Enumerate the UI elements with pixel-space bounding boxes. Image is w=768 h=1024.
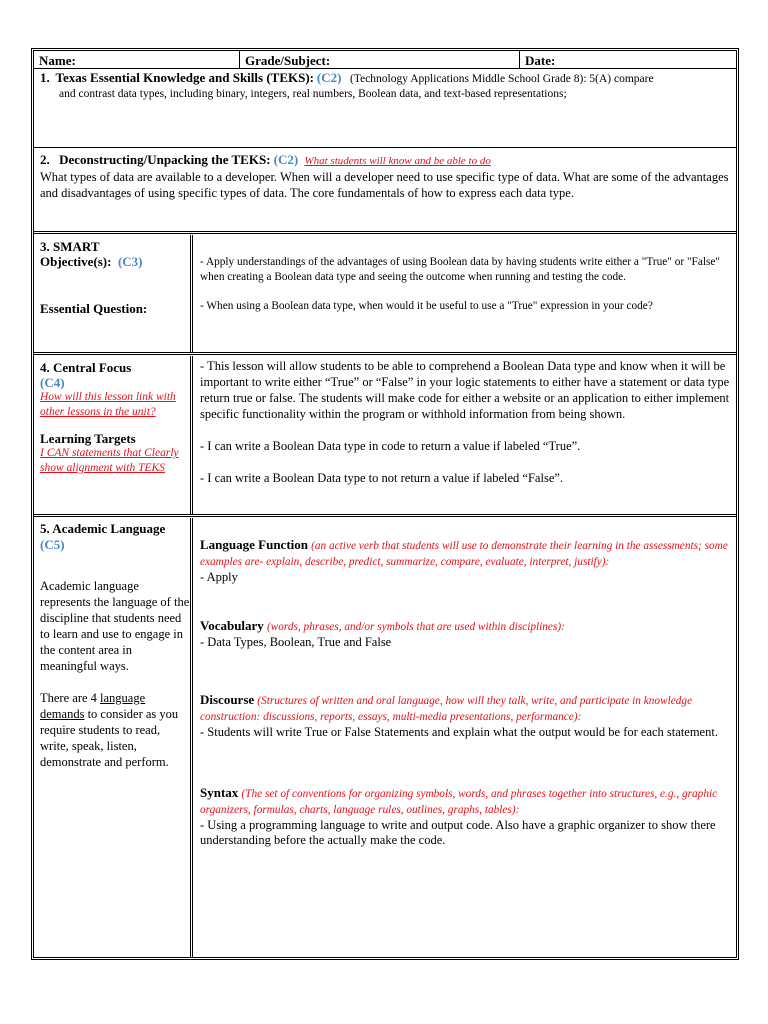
teks-text-line2: and contrast data types, including binary, integers, real numbers, Boolean data, and text-based representations;: [59, 88, 567, 100]
language-function-label: Language Function: [200, 537, 308, 552]
discourse-label: Discourse: [200, 692, 255, 707]
teks-title: Texas Essential Knowledge and Skills (TEKS):: [55, 70, 314, 85]
row-divider: [34, 68, 736, 69]
row-divider: [34, 231, 736, 234]
teks-text-line1: (Technology Applications Middle School Grade 8): 5(A) compare: [350, 73, 654, 85]
header-row: [34, 53, 736, 68]
header-divider: [519, 51, 520, 68]
central-focus-code: (C4): [40, 375, 65, 390]
section-academic-right: [200, 537, 738, 848]
section-focus-left: [40, 360, 190, 476]
academic-language-title: 5. Academic Language: [40, 521, 166, 536]
section-focus-right: [200, 358, 738, 486]
unpacking-title: Deconstructing/Unpacking the TEKS:: [59, 152, 271, 167]
unpacking-code: (C2): [273, 152, 299, 167]
grade-subject-label: Grade/Subject:: [245, 53, 331, 68]
syntax-value: - Using a programming language to write and output code. Also have a graphic organizer to show there understanding before the actually make the code.: [200, 818, 716, 847]
section-smart-left: [40, 239, 188, 316]
unpacking-body: What types of data are available to a developer. When will a developer need to use specific type of data. What are some of the advantages and disadvantages of using specific types of data. The core fundamentals of how to express each data type.: [40, 170, 729, 200]
language-function-note: (an active verb that students will use to demonstrate their learning in the assessments; some examples are- explain, describe, predict, summarize, compare, evaluate, interpret, justify):: [200, 540, 728, 568]
central-focus-title: 4. Central Focus: [40, 360, 132, 375]
smart-title: 3. SMART: [40, 239, 100, 254]
discourse-value: - Students will write True or False Statements and explain what the output would be for each statement.: [200, 725, 718, 739]
section-smart-right: [200, 255, 736, 314]
teks-code: (C2): [316, 70, 342, 85]
learning-target-2: - I can write a Boolean Data type to not return a value if labeled “False”.: [200, 471, 564, 485]
academic-language-desc: Academic language represents the language of the discipline that students need to learn and use to engage in the content area in meaningful ways.: [40, 579, 190, 673]
essential-question: - When using a Boolean data type, when would it be useful to use a "True" expression in your code?: [200, 300, 653, 312]
section-number: 2.: [40, 152, 50, 167]
syntax-note: (The set of conventions for organizing symbols, words, and phrases together into structures, e.g., graphic organizers, formulas, charts, language rules, outlines, graphs, tables):: [200, 788, 718, 816]
essential-question-label: Essential Question:: [40, 301, 148, 316]
column-divider: [190, 235, 193, 352]
lesson-plan-form: [31, 48, 739, 960]
section-number: 1.: [40, 70, 50, 85]
smart-objective-label: Objective(s):: [40, 254, 112, 269]
smart-code: (C3): [117, 254, 143, 269]
learning-target-1: - I can write a Boolean Data type in code to return a value if labeled “True”.: [200, 439, 581, 453]
demands-pre: There are 4: [40, 691, 97, 705]
row-divider: [34, 514, 736, 517]
vocabulary-label: Vocabulary: [200, 618, 264, 633]
header-divider: [239, 51, 240, 68]
central-focus-note: How will this lesson link with other lessons in the unit?: [40, 391, 176, 418]
row-divider: [34, 352, 736, 355]
date-label: Date:: [525, 53, 556, 68]
row-divider: [34, 147, 736, 148]
column-divider: [190, 518, 193, 957]
discourse-note: (Structures of written and oral language, how will they talk, write, and participate in knowledge construction: discussions, reports, essays, multi-media presentations, performance):: [200, 695, 693, 723]
section-teks: [34, 70, 736, 102]
name-label: Name:: [39, 53, 76, 68]
unpacking-note: What students will know and be able to do: [304, 155, 491, 167]
language-function-value: - Apply: [200, 570, 238, 584]
learning-targets-label: Learning Targets: [40, 431, 136, 446]
central-focus-text: - This lesson will allow students to be able to comprehend a Boolean Data type and know when it will be important to write either “True” or “False” in your logic statements to either have a statement or data type return true or false. The students will make code for either a website or an application to either implement specific functionality within the program or withhold information from being shown.: [200, 359, 730, 421]
syntax-label: Syntax: [200, 785, 239, 800]
section-unpacking: [34, 152, 736, 201]
demands-post: to consider as you require students to read, write, speak, listen, demonstrate and perform.: [40, 707, 179, 769]
smart-objective: - Apply understandings of the advantages of using Boolean data by having students write either a "True" or "False" when creating a Boolean data type and seeing the outcome when running and testing the code.: [200, 256, 721, 283]
language-demands-link: language demands: [40, 691, 146, 721]
learning-targets-note: I CAN statements that Clearly show alignment with TEKS: [40, 447, 179, 474]
column-divider: [190, 356, 193, 514]
vocabulary-value: - Data Types, Boolean, True and False: [200, 635, 392, 649]
section-academic-left: [40, 521, 190, 770]
academic-language-code: (C5): [40, 537, 65, 552]
vocabulary-note: (words, phrases, and/or symbols that are used within disciplines):: [266, 621, 565, 633]
